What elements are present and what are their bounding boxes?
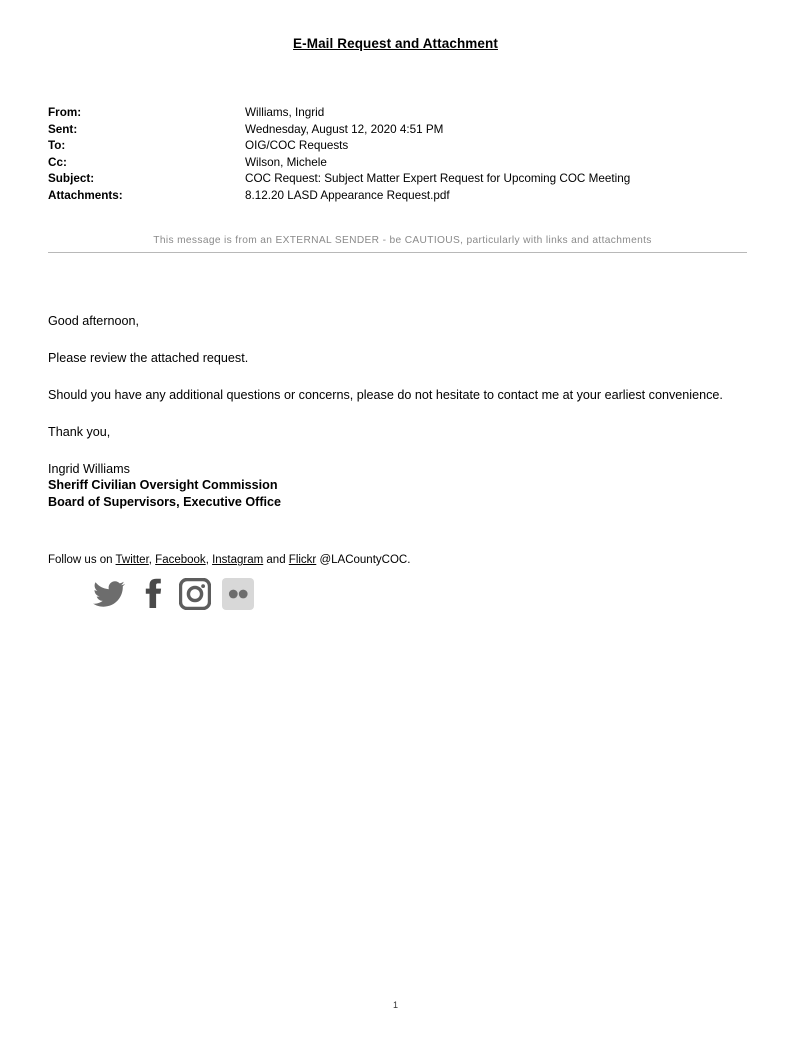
header-label-subject: Subject: [48,172,95,186]
header-value-sent: Wednesday, August 12, 2020 4:51 PM [245,122,444,136]
header-value-subject: COC Request: Subject Matter Expert Request for Upcoming COC Meeting [245,172,631,186]
flickr-icon[interactable] [221,577,254,610]
signature-name: Ingrid Williams [48,461,130,476]
signature-org: Sheriff Civilian Oversight Commission [48,478,278,493]
facebook-icon[interactable] [135,577,168,610]
facebook-link[interactable]: Facebook [155,554,206,567]
social-handle: @LACountyCOC. [316,554,411,567]
header-value-from: Williams, Ingrid [245,106,325,119]
header-row-cc [48,155,743,172]
body-greeting: Good afternoon, [48,313,140,328]
separator-1: , [148,554,156,567]
instagram-link[interactable]: Instagram [212,554,264,567]
follow-us-prefix: Follow us on [48,554,116,567]
body-paragraph-2: Should you have any additional questions or concerns, please do not hesitate to contact me at your earliest convenience. [48,387,723,402]
email-header [48,105,743,205]
follow-us-line [48,554,743,566]
horizontal-divider [48,252,747,253]
instagram-icon[interactable] [178,577,211,610]
external-sender-text: This message is from an EXTERNAL SENDER - be CAUTIOUS, particularly with links and attachments [153,234,652,246]
twitter-link[interactable]: Twitter [115,554,149,567]
signature-block [48,461,743,511]
email-body [48,313,743,511]
page-number: 1 [392,1000,398,1010]
separator-3: and [263,554,289,567]
header-value-cc: Wilson, Michele [245,155,327,169]
header-row-to [48,138,743,155]
header-label-sent: Sent: [48,122,78,136]
social-icon-row [48,577,743,610]
document-page [0,36,791,1060]
twitter-icon[interactable] [92,577,125,610]
header-row-attachments [48,188,743,205]
external-sender-banner [48,235,743,253]
signature-department: Board of Supervisors, Executive Office [48,494,282,509]
header-row-subject [48,171,743,188]
page-title: E-Mail Request and Attachment [293,36,498,51]
header-label-cc: Cc: [48,155,67,169]
separator-2: , [205,554,213,567]
header-row-sent [48,122,743,139]
body-closing: Thank you, [48,424,111,439]
header-row-from [48,105,743,122]
header-value-attachments: 8.12.20 LASD Appearance Request.pdf [245,188,450,202]
flickr-link[interactable]: Flickr [288,554,317,567]
header-label-from: From: [48,106,82,119]
header-label-attachments: Attachments: [48,188,123,202]
header-value-to: OIG/COC Requests [245,139,349,153]
body-paragraph-1: Please review the attached request. [48,350,249,365]
header-label-to: To: [48,139,66,153]
